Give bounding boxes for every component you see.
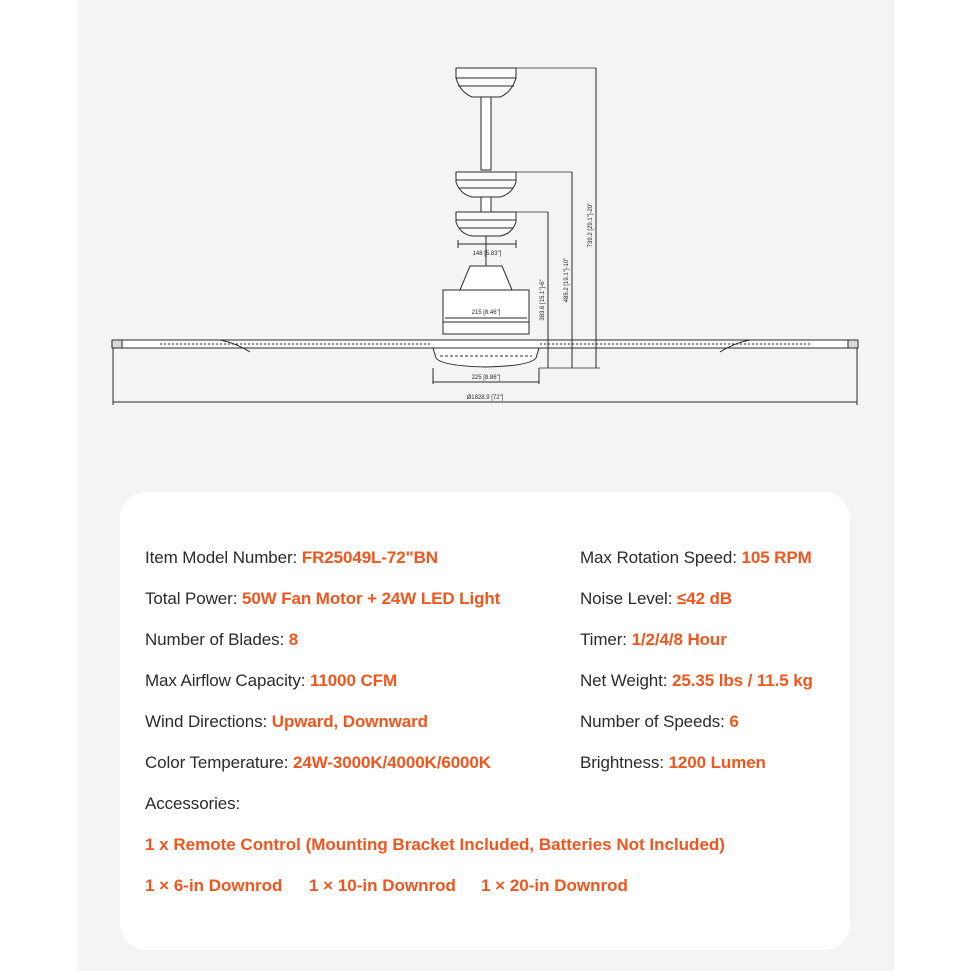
fan-dimension-drawing (0, 0, 970, 460)
spec-label: Color Temperature: (145, 753, 294, 772)
spec-number-of-blades (145, 630, 298, 650)
dim-215-label: 215 [8.46"] (471, 310, 501, 316)
coupler-shape (456, 172, 516, 197)
spec-label: Noise Level: (580, 589, 677, 608)
spec-max-airflow (145, 671, 397, 691)
spec-label: Number of Speeds: (580, 712, 730, 731)
spec-label: Brightness: (580, 753, 669, 772)
spec-label: Max Airflow Capacity: (145, 671, 311, 690)
spec-label: Wind Directions: (145, 712, 272, 731)
accessory-remote-control: 1 x Remote Control (Mounting Bracket Included, Batteries Not Included) (145, 835, 725, 854)
dim-148-label: 148 [5.83"] (472, 251, 502, 257)
coupler-lower-shape (456, 212, 516, 236)
accessory-downrod-20in: 1 × 20-in Downrod (481, 876, 628, 895)
spec-wind-directions (145, 712, 428, 732)
accessory-downrod-10in: 1 × 10-in Downrod (309, 876, 456, 895)
dim-739-label: 739.2 [29.1"]-20" (588, 202, 594, 248)
accessories-heading: Accessories: (145, 794, 241, 813)
spec-value: 11000 CFM (310, 671, 398, 690)
spec-color-temperature (145, 753, 491, 773)
spec-value: 24W-3000K/4000K/6000K (293, 753, 491, 772)
spec-value: FR25049L-72"BN (301, 548, 438, 567)
spec-label: Number of Blades: (145, 630, 289, 649)
dim-225-label: 225 [8.86"] (471, 375, 501, 381)
dim-485-label: 485.2 [19.1"]-10" (564, 257, 570, 303)
spec-number-of-speeds (580, 712, 739, 732)
spec-value: 1/2/4/8 Hour (631, 630, 727, 649)
spec-label: Timer: (580, 630, 632, 649)
spec-label: Net Weight: (580, 671, 673, 690)
spec-value: 105 RPM (741, 548, 812, 567)
spec-value: ≤42 dB (676, 589, 733, 608)
spec-value: 8 (288, 630, 299, 649)
spec-noise-level (580, 589, 732, 609)
dim-383-label: 383.6 [15.1"]-6" (540, 279, 546, 321)
spec-brightness (580, 753, 766, 773)
spec-value: 50W Fan Motor + 24W LED Light (241, 589, 501, 608)
spec-value: Upward, Downward (271, 712, 428, 731)
motor-top-shape (460, 266, 512, 290)
spec-value: 25.35 lbs / 11.5 kg (672, 671, 813, 690)
spec-max-rotation-speed (580, 548, 812, 568)
light-kit-shape (433, 348, 539, 367)
downrod-shape (481, 97, 491, 170)
spec-label: Max Rotation Speed: (580, 548, 742, 567)
spec-net-weight (580, 671, 813, 691)
spec-value: 6 (729, 712, 739, 731)
spec-label: Total Power: (145, 589, 242, 608)
spec-label: Item Model Number: (145, 548, 302, 567)
spec-total-power (145, 589, 500, 609)
spec-timer (580, 630, 727, 650)
accessory-downrod-6in: 1 × 6-in Downrod (145, 876, 283, 895)
canopy-shape (456, 68, 516, 97)
spec-model-number (145, 548, 438, 568)
dim-diameter-label: Ø1828.9 [72"] (466, 395, 504, 401)
spec-value: 1200 Lumen (668, 753, 766, 772)
